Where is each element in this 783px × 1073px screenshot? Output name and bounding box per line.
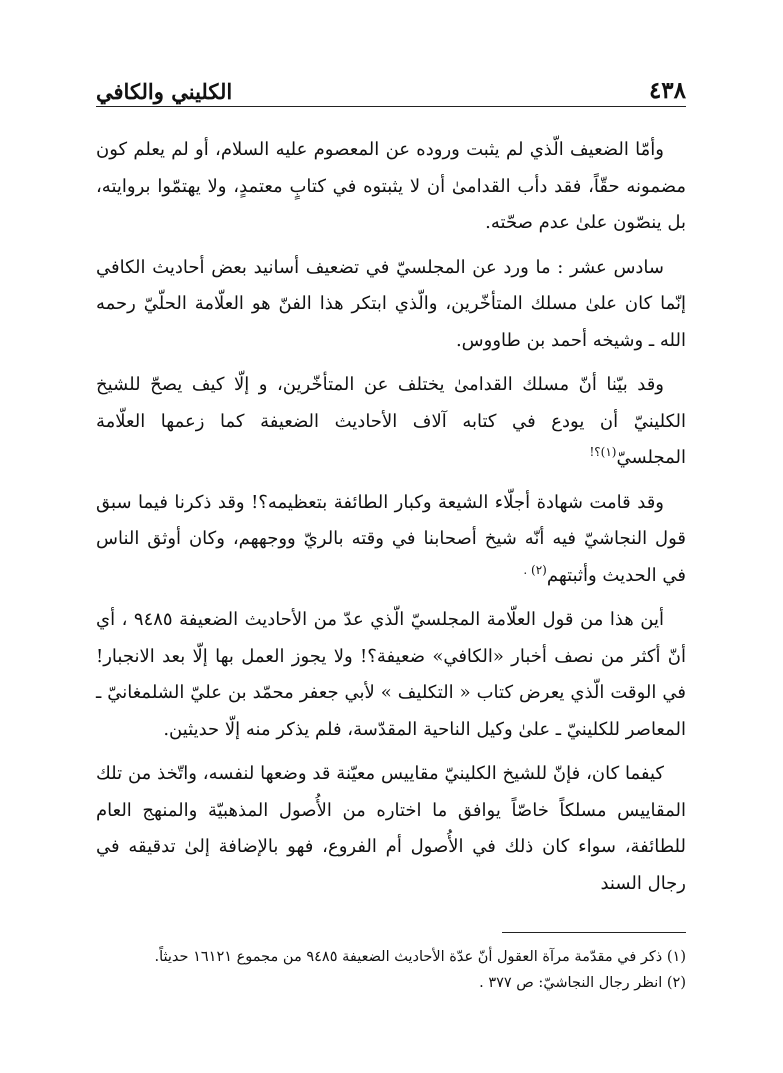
page-header — [96, 64, 686, 104]
paragraph-4: وقد قامت شهادة أجلّاء الشيعة وكبار الطائفة بتعظيمه؟! وقد ذكرنا فيما سبق قول النجاشيّ فيه أنّه شيخ أصحابنا في وقته بالريّ ووجههم، وكان أوثق الناس في الحديث وأثبتهم$^{(٢) .}$ — [96, 491, 686, 586]
paragraph-6: كيفما كان، فإنّ للشيخ الكلينيّ مقاييس معيّنة قد وضعها لنفسه، واتّخذ من تلك المقاييس مسلكاً خاصّاً يوافق ما اختاره من الأُصول المذهبيّة والمنهج العام للطائفة، سواء كان ذلك في الأُصول أم الفروع، فهو بالإضافة إلىٰ تدقيقه في رجال السند — [96, 763, 686, 894]
footnotes — [96, 944, 686, 996]
paragraph-3: وقد بيّنا أنّ مسلك القدامىٰ يختلف عن المتأخّرين، و إلّا كيف يصحّ للشيخ الكلينيّ أن يودع في كتابه آلاف الأحاديث الضعيفة كما زعمها العلّامة المجلسيّ$^{(١)؟!}$ — [96, 374, 686, 468]
page-number: ٤٣٨ — [648, 77, 686, 104]
footnote-ref-2: (٢) . — [523, 562, 547, 577]
header-rule — [96, 106, 686, 107]
paragraph-5: أين هذا من قول العلّامة المجلسيّ الّذي عدّ من الأحاديث الضعيفة ٩٤٨٥ ، أي أنّ أكثر من نصف أخبار «الكافي» ضعيفة؟! ولا يجوز العمل بها إلّا بعد الانجبار! في الوقت الّذي يعرض كتاب « التكليف » لأبي جعفر محمّد بن عليّ الشلمغانيّ ـ المعاصر للكلينيّ ـ علىٰ وكيل الناحية المقدّسة، فلم يذكر منه إلّا حديثين. — [96, 609, 686, 740]
paragraph-1: وأمّا الضعيف الّذي لم يثبت وروده عن المعصوم عليه السلام، أو لم يعلم كون مضمونه حقّاً، فقد دأب القدامىٰ أن لا يثبتوه في كتابٍ معتمدٍ، ولا يهتمّوا بروايته، بل ينصّون علىٰ عدم صحّته. — [96, 139, 686, 233]
main-text — [96, 132, 686, 910]
footnote-ref-1: (١)؟! — [589, 445, 617, 459]
footnote-rule — [502, 932, 686, 933]
running-title: الكليني والكافي — [96, 79, 233, 104]
footnote-1: (١) ذكر في مقدّمة مرآة العقول أنّ عدّة الأحاديث الضعيفة ٩٤٨٥ من مجموع ١٦١٢١ حديثاً. — [154, 949, 686, 965]
footnote-2: (٢) انظر رجال النجاشيّ: ص ٣٧٧ . — [479, 975, 686, 991]
paragraph-2: سادس عشر : ما ورد عن المجلسيّ في تضعيف أسانيد بعض أحاديث الكافي إنّما كان علىٰ مسلك المتأخّرين، والّذي ابتكر هذا الفنّ هو العلّامة الحلّيّ رحمه الله ـ وشيخه أحمد بن طاووس. — [96, 256, 686, 351]
